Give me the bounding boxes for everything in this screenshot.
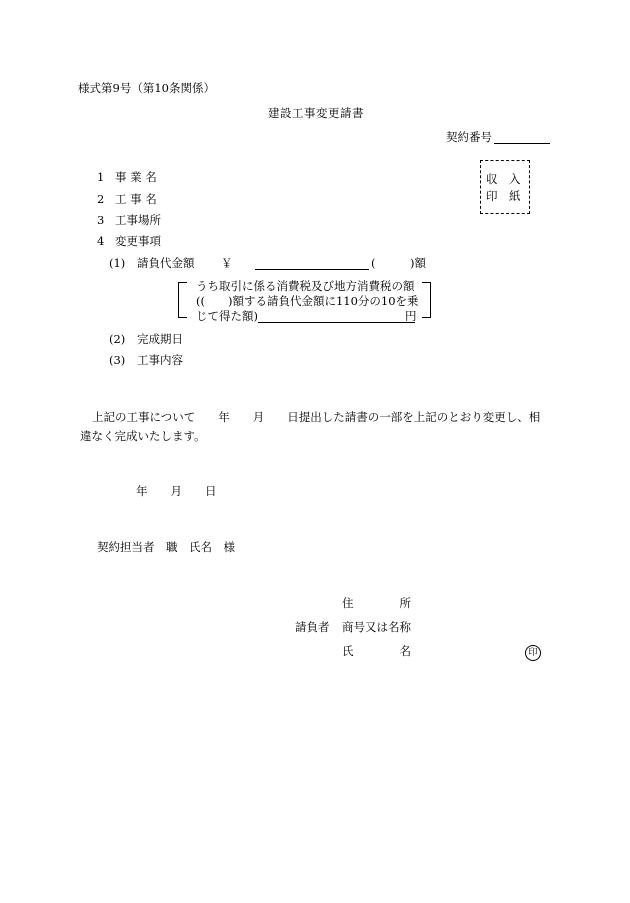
seal-mark: 印 bbox=[525, 645, 541, 661]
addressee: 契約担当者 職 氏名 様 bbox=[97, 540, 235, 554]
sub-item-number-1: (1) bbox=[109, 256, 126, 270]
tax-note-line2: (( )額する請負代金額に110分の10を乗 bbox=[196, 294, 419, 308]
tax-bracket-left bbox=[178, 282, 187, 318]
item-number-3: 3 bbox=[97, 213, 105, 227]
item-work-name-label: 工 事 名 bbox=[115, 192, 157, 206]
page-title: 建設工事変更請書 bbox=[268, 106, 364, 120]
revenue-stamp-box bbox=[480, 160, 530, 214]
stamp-label-line1: 収 入 bbox=[486, 172, 521, 186]
contract-amount-field[interactable] bbox=[255, 269, 369, 270]
item-work-location-label: 工事場所 bbox=[115, 213, 161, 227]
item-changes-label: 変更事項 bbox=[115, 234, 161, 248]
tax-yen-unit: 円 bbox=[405, 309, 417, 323]
item-number-4: 4 bbox=[97, 234, 105, 248]
name-label: 氏 名 bbox=[342, 644, 411, 658]
address-label: 住 所 bbox=[342, 596, 411, 610]
contract-number-label: 契約番号 bbox=[446, 130, 492, 144]
item-number-1: 1 bbox=[97, 170, 105, 184]
tax-note-line1: うち取引に係る消費税及び地方消費税の額 bbox=[196, 279, 415, 293]
completion-date-label: 完成期日 bbox=[137, 332, 183, 346]
company-name-label: 商号又は名称 bbox=[342, 620, 411, 634]
tax-amount-field[interactable] bbox=[258, 322, 415, 323]
work-content-label: 工事内容 bbox=[137, 353, 183, 367]
item-project-name-label: 事 業 名 bbox=[115, 170, 157, 184]
tax-bracket-right bbox=[422, 282, 431, 318]
body-text-line2: 違なく完成いたします。 bbox=[80, 429, 206, 443]
form-reference: 様式第9号（第10条関係） bbox=[78, 81, 215, 95]
sub-item-number-2: (2) bbox=[109, 332, 126, 346]
amount-paren-label: ( )額 bbox=[371, 256, 426, 270]
sub-item-number-3: (3) bbox=[109, 353, 126, 367]
tax-note-line3: じて得た額) bbox=[196, 309, 258, 323]
date-line: 年 月 日 bbox=[136, 484, 217, 498]
yen-sign: ￥ bbox=[221, 256, 233, 270]
stamp-label-line2: 印 紙 bbox=[486, 189, 521, 203]
contract-amount-label: 請負代金額 bbox=[137, 256, 195, 270]
contractor-role-label: 請負者 bbox=[295, 620, 330, 634]
item-number-2: 2 bbox=[97, 192, 105, 206]
contract-number-field[interactable] bbox=[494, 143, 550, 144]
body-text-line1: 上記の工事について 年 月 日提出した請書の一部を上記のとおり変更し、相 bbox=[92, 410, 541, 424]
